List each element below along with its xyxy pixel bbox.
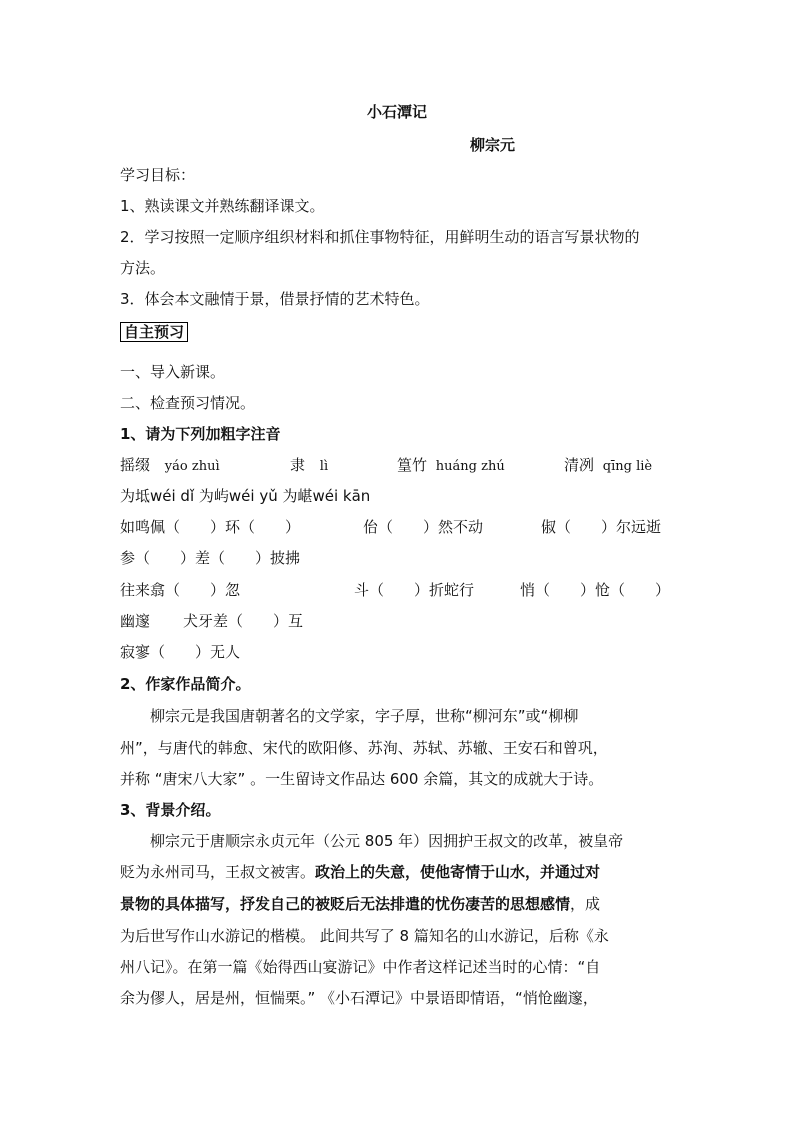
bg-bold-text: 政治上的失意，使他寄情于山水，并通过对	[315, 863, 601, 881]
word: 篁竹	[397, 456, 428, 474]
pinyin-item	[397, 455, 505, 477]
fill-blank-row-4: 参（ ）差（ ）披拂	[120, 549, 301, 567]
pinyin: huáng zhú	[435, 459, 505, 474]
bg-line-6: 余为僇人，居是州，恒惴栗。” 《小石潭记》中景语即情语，“悄怆幽邃，	[120, 989, 598, 1007]
fill-blank: 如鸣佩（ ）环（ ）	[120, 518, 301, 536]
bg-line-2	[120, 862, 600, 882]
page-title: 小石潭记	[366, 103, 427, 121]
pinyin: lì	[319, 459, 329, 474]
bg-bold-text: 景物的具体描写，抒发自己的被贬后无法排遣的忧伤凄苦的思想感情	[120, 895, 571, 913]
fill-blank: 幽邃	[120, 612, 151, 630]
bg-text: ，成	[570, 895, 601, 913]
goal-item-3: 3．体会本文融情于景，借景抒情的艺术特色。	[120, 290, 430, 308]
fill-blank: 佁（ ）然不动	[363, 518, 484, 536]
author-name: 柳宗元	[470, 136, 516, 154]
pinyin-row-2: 为坻wéi dǐ 为屿wéi yǔ 为嵁wéi kān	[120, 487, 371, 505]
pinyin: yáo zhuì	[164, 459, 220, 474]
q1-heading: 1、请为下列加粗字注音	[120, 425, 281, 443]
goal-item-2-cont: 方法。	[120, 259, 166, 277]
pinyin-item	[120, 455, 220, 477]
pinyin-item	[564, 455, 652, 477]
fill-blank: 斗（ ）折蛇行	[354, 581, 475, 599]
fill-blank: 往来翕（ ）忽	[120, 581, 241, 599]
bg-text: 贬为永州司马，王叔文被害。	[120, 863, 316, 881]
goal-item-2: 2．学习按照一定顺序组织材料和抓住事物特征，用鲜明生动的语言写景状物的	[120, 228, 640, 246]
bg-line-3	[120, 894, 600, 914]
bg-line-5: 州八记》。在第一篇《始得西山宴游记》中作者这样记述当时的心情：“自	[120, 958, 601, 976]
bio-line-2: 州”，与唐代的韩愈、宋代的欧阳修、苏洵、苏轼、苏辙、王安石和曾巩，	[120, 739, 608, 757]
pinyin: qīng liè	[602, 459, 653, 474]
word: 清冽	[564, 456, 595, 474]
pinyin-item	[290, 455, 328, 477]
goal-item-1: 1、熟读课文并熟练翻译课文。	[120, 197, 325, 215]
bio-line-1: 柳宗元是我国唐朝著名的文学家，字子厚，世称“柳河东”或“柳柳	[150, 707, 579, 725]
q3-heading: 3、背景介绍。	[120, 801, 221, 819]
bg-line-4: 为后世写作山水游记的楷模。 此间共写了 8 篇知名的山水游记，后称《永	[120, 927, 609, 945]
word: 隶	[290, 456, 306, 474]
bg-line-1: 柳宗元于唐顺宗永贞元年（公元 805 年）因拥护王叔文的改革，被皇帝	[150, 832, 624, 850]
fill-blank-row-7: 寂寥（ ）无人	[120, 643, 241, 661]
step-1: 一、导入新课。	[120, 363, 226, 381]
fill-blank: 俶（ ）尔远逝	[541, 518, 662, 536]
goals-heading: 学习目标：	[120, 166, 196, 184]
q2-heading: 2、作家作品简介。	[120, 675, 251, 693]
fill-blank: 悄（ ）怆（ ）	[520, 581, 671, 599]
step-2: 二、检查预习情况。	[120, 394, 256, 412]
word: 摇缀	[120, 456, 151, 474]
bio-line-3: 并称 “唐宋八大家” 。一生留诗文作品达 600 余篇，其文的成就大于诗。	[120, 770, 604, 788]
preview-section-label	[120, 322, 188, 342]
fill-blank: 犬牙差（ ）互	[183, 612, 304, 630]
preview-box: 自主预习	[120, 322, 188, 342]
